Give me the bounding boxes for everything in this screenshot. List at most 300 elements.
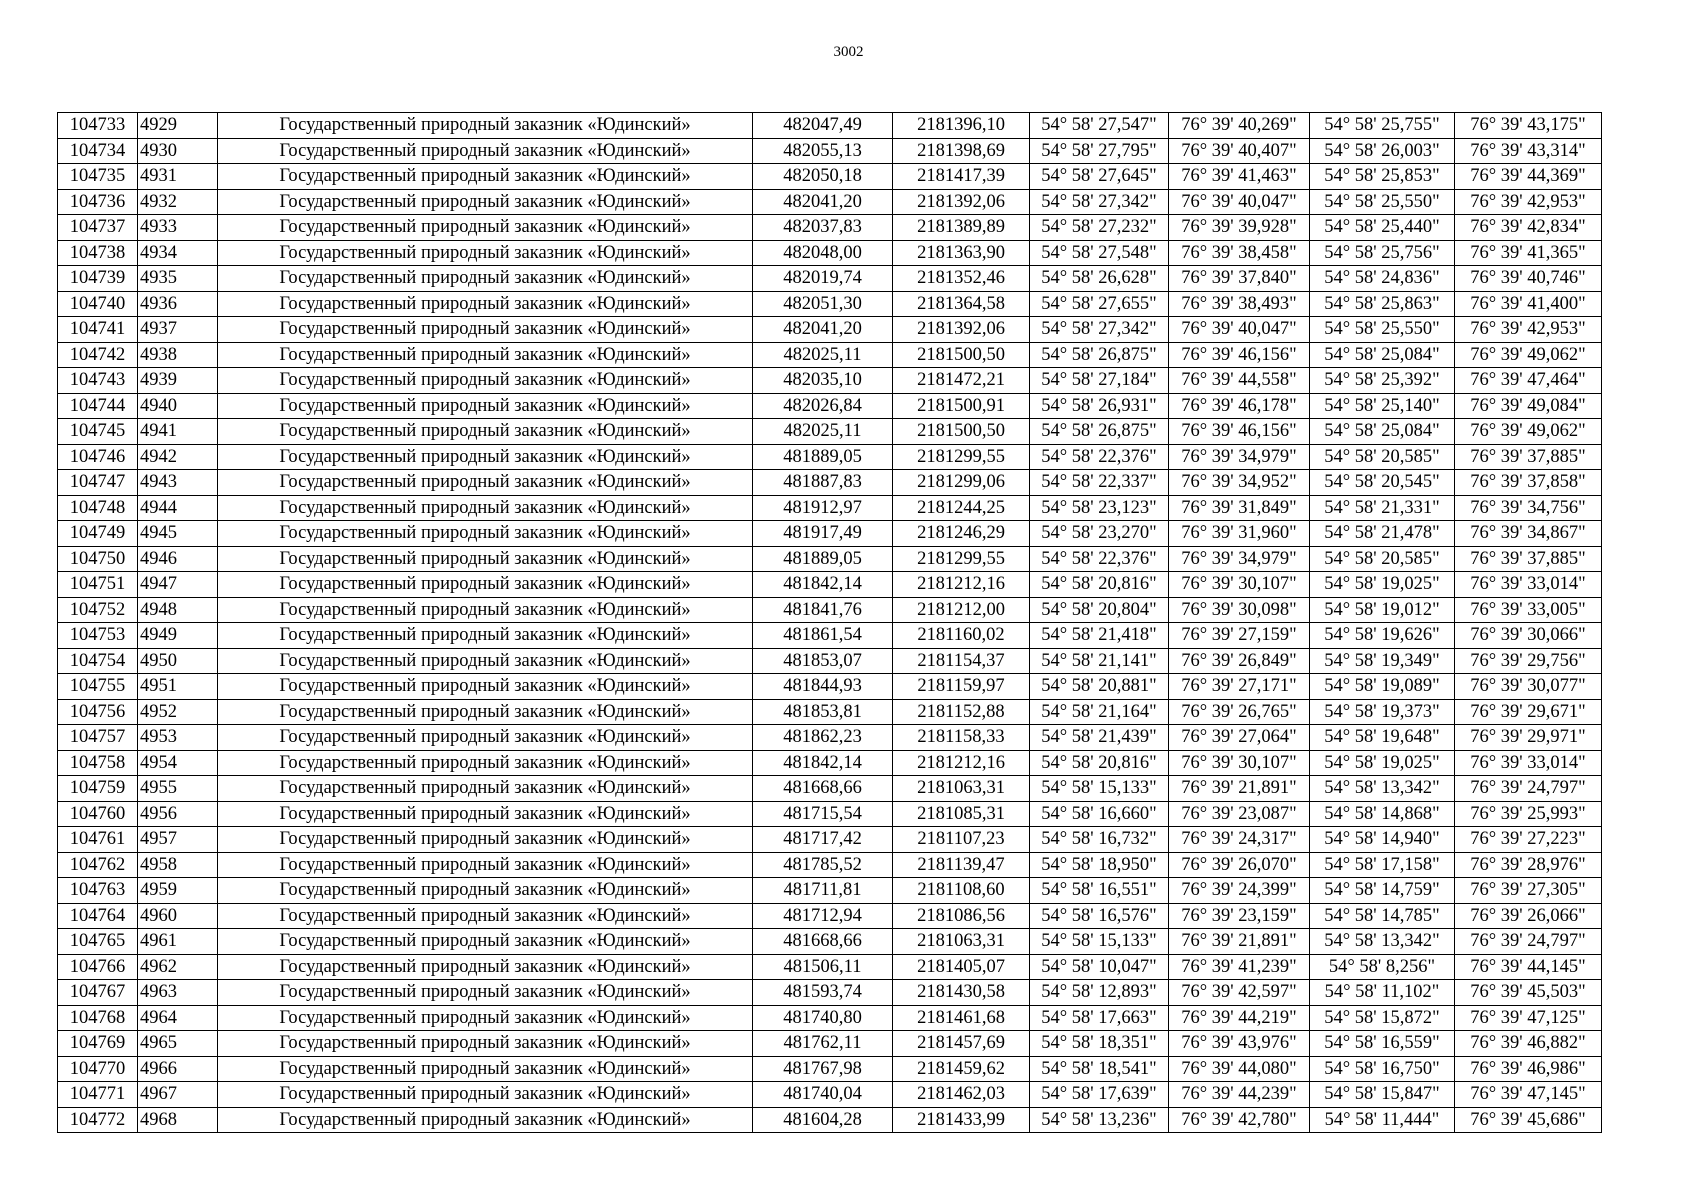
cell-point-number: 4940 <box>138 393 218 419</box>
cell-latitude-1: 54° 58' 12,893" <box>1030 980 1169 1006</box>
cell-row-id: 104749 <box>58 521 138 547</box>
cell-point-number: 4942 <box>138 444 218 470</box>
table-row <box>58 776 1602 802</box>
cell-latitude-2: 54° 58' 19,089" <box>1310 674 1455 700</box>
cell-territory-name: Государственный природный заказник «Юдинский» <box>218 113 753 139</box>
cell-point-number: 4937 <box>138 317 218 343</box>
cell-point-number: 4943 <box>138 470 218 496</box>
table-row <box>58 368 1602 394</box>
cell-row-id: 104752 <box>58 597 138 623</box>
cell-longitude-2: 76° 39' 40,746" <box>1455 266 1602 292</box>
cell-row-id: 104758 <box>58 750 138 776</box>
cell-point-number: 4949 <box>138 623 218 649</box>
cell-latitude-2: 54° 58' 19,373" <box>1310 699 1455 725</box>
cell-row-id: 104739 <box>58 266 138 292</box>
cell-row-id: 104737 <box>58 215 138 241</box>
cell-point-number: 4939 <box>138 368 218 394</box>
cell-point-number: 4930 <box>138 138 218 164</box>
cell-coord-x: 481715,54 <box>753 801 893 827</box>
cell-point-number: 4960 <box>138 903 218 929</box>
cell-latitude-2: 54° 58' 24,836" <box>1310 266 1455 292</box>
cell-territory-name: Государственный природный заказник «Юдинский» <box>218 291 753 317</box>
cell-coord-x: 482041,20 <box>753 189 893 215</box>
cell-territory-name: Государственный природный заказник «Юдинский» <box>218 903 753 929</box>
cell-row-id: 104764 <box>58 903 138 929</box>
cell-row-id: 104761 <box>58 827 138 853</box>
cell-coord-y: 2181107,23 <box>893 827 1030 853</box>
cell-row-id: 104766 <box>58 954 138 980</box>
cell-coord-y: 2181063,31 <box>893 776 1030 802</box>
cell-coord-x: 482050,18 <box>753 164 893 190</box>
cell-row-id: 104746 <box>58 444 138 470</box>
cell-coord-y: 2181352,46 <box>893 266 1030 292</box>
cell-row-id: 104753 <box>58 623 138 649</box>
cell-longitude-1: 76° 39' 26,070" <box>1169 852 1310 878</box>
cell-latitude-2: 54° 58' 25,392" <box>1310 368 1455 394</box>
cell-point-number: 4968 <box>138 1107 218 1133</box>
cell-longitude-2: 76° 39' 47,464" <box>1455 368 1602 394</box>
cell-territory-name: Государственный природный заказник «Юдинский» <box>218 419 753 445</box>
cell-longitude-1: 76° 39' 23,087" <box>1169 801 1310 827</box>
cell-coord-y: 2181299,55 <box>893 546 1030 572</box>
cell-row-id: 104755 <box>58 674 138 700</box>
cell-coord-y: 2181212,16 <box>893 572 1030 598</box>
cell-longitude-2: 76° 39' 33,014" <box>1455 572 1602 598</box>
cell-latitude-1: 54° 58' 18,950" <box>1030 852 1169 878</box>
cell-longitude-1: 76° 39' 38,458" <box>1169 240 1310 266</box>
cell-latitude-2: 54° 58' 25,756" <box>1310 240 1455 266</box>
cell-row-id: 104763 <box>58 878 138 904</box>
cell-latitude-2: 54° 58' 16,750" <box>1310 1056 1455 1082</box>
cell-coord-y: 2181363,90 <box>893 240 1030 266</box>
cell-latitude-1: 54° 58' 21,164" <box>1030 699 1169 725</box>
cell-row-id: 104771 <box>58 1082 138 1108</box>
cell-coord-y: 2181500,91 <box>893 393 1030 419</box>
cell-coord-x: 482026,84 <box>753 393 893 419</box>
cell-coord-x: 481842,14 <box>753 750 893 776</box>
cell-latitude-1: 54° 58' 27,184" <box>1030 368 1169 394</box>
cell-longitude-2: 76° 39' 27,223" <box>1455 827 1602 853</box>
cell-latitude-2: 54° 58' 25,755" <box>1310 113 1455 139</box>
table-row <box>58 1082 1602 1108</box>
cell-territory-name: Государственный природный заказник «Юдинский» <box>218 215 753 241</box>
cell-coord-x: 482047,49 <box>753 113 893 139</box>
cell-longitude-2: 76° 39' 46,986" <box>1455 1056 1602 1082</box>
cell-territory-name: Государственный природный заказник «Юдинский» <box>218 674 753 700</box>
cell-point-number: 4961 <box>138 929 218 955</box>
cell-coord-y: 2181405,07 <box>893 954 1030 980</box>
cell-row-id: 104745 <box>58 419 138 445</box>
cell-latitude-1: 54° 58' 27,232" <box>1030 215 1169 241</box>
table-row <box>58 903 1602 929</box>
table-row <box>58 113 1602 139</box>
cell-latitude-2: 54° 58' 25,084" <box>1310 342 1455 368</box>
cell-latitude-2: 54° 58' 17,158" <box>1310 852 1455 878</box>
cell-territory-name: Государственный природный заказник «Юдинский» <box>218 470 753 496</box>
cell-coord-x: 482041,20 <box>753 317 893 343</box>
cell-row-id: 104769 <box>58 1031 138 1057</box>
cell-longitude-2: 76° 39' 33,014" <box>1455 750 1602 776</box>
cell-coord-x: 481717,42 <box>753 827 893 853</box>
cell-territory-name: Государственный природный заказник «Юдинский» <box>218 776 753 802</box>
table-row <box>58 495 1602 521</box>
cell-latitude-1: 54° 58' 23,123" <box>1030 495 1169 521</box>
cell-latitude-2: 54° 58' 21,478" <box>1310 521 1455 547</box>
cell-row-id: 104738 <box>58 240 138 266</box>
table-row <box>58 750 1602 776</box>
cell-latitude-2: 54° 58' 14,940" <box>1310 827 1455 853</box>
cell-latitude-1: 54° 58' 13,236" <box>1030 1107 1169 1133</box>
cell-longitude-2: 76° 39' 42,953" <box>1455 189 1602 215</box>
cell-point-number: 4944 <box>138 495 218 521</box>
cell-territory-name: Государственный природный заказник «Юдинский» <box>218 189 753 215</box>
cell-latitude-2: 54° 58' 19,025" <box>1310 750 1455 776</box>
cell-longitude-2: 76° 39' 47,145" <box>1455 1082 1602 1108</box>
cell-point-number: 4963 <box>138 980 218 1006</box>
cell-point-number: 4933 <box>138 215 218 241</box>
table-row <box>58 1005 1602 1031</box>
cell-coord-y: 2181212,16 <box>893 750 1030 776</box>
cell-latitude-1: 54° 58' 20,881" <box>1030 674 1169 700</box>
table-row <box>58 240 1602 266</box>
cell-point-number: 4945 <box>138 521 218 547</box>
cell-coord-y: 2181154,37 <box>893 648 1030 674</box>
cell-latitude-1: 54° 58' 27,655" <box>1030 291 1169 317</box>
cell-point-number: 4929 <box>138 113 218 139</box>
cell-coord-y: 2181212,00 <box>893 597 1030 623</box>
cell-latitude-1: 54° 58' 22,376" <box>1030 444 1169 470</box>
table-row <box>58 1056 1602 1082</box>
cell-territory-name: Государственный природный заказник «Юдинский» <box>218 750 753 776</box>
cell-point-number: 4932 <box>138 189 218 215</box>
cell-coord-y: 2181108,60 <box>893 878 1030 904</box>
cell-point-number: 4935 <box>138 266 218 292</box>
cell-latitude-2: 54° 58' 19,025" <box>1310 572 1455 598</box>
cell-longitude-1: 76° 39' 44,219" <box>1169 1005 1310 1031</box>
cell-latitude-1: 54° 58' 26,931" <box>1030 393 1169 419</box>
cell-coord-x: 482048,00 <box>753 240 893 266</box>
cell-row-id: 104743 <box>58 368 138 394</box>
cell-row-id: 104747 <box>58 470 138 496</box>
cell-coord-y: 2181364,58 <box>893 291 1030 317</box>
cell-longitude-2: 76° 39' 26,066" <box>1455 903 1602 929</box>
cell-point-number: 4934 <box>138 240 218 266</box>
cell-longitude-2: 76° 39' 42,953" <box>1455 317 1602 343</box>
cell-territory-name: Государственный природный заказник «Юдинский» <box>218 725 753 751</box>
cell-latitude-2: 54° 58' 15,847" <box>1310 1082 1455 1108</box>
cell-longitude-1: 76° 39' 44,239" <box>1169 1082 1310 1108</box>
cell-coord-x: 481861,54 <box>753 623 893 649</box>
cell-coord-x: 481604,28 <box>753 1107 893 1133</box>
cell-longitude-1: 76° 39' 40,047" <box>1169 317 1310 343</box>
cell-territory-name: Государственный природный заказник «Юдинский» <box>218 521 753 547</box>
cell-point-number: 4954 <box>138 750 218 776</box>
cell-coord-y: 2181392,06 <box>893 317 1030 343</box>
table-row <box>58 623 1602 649</box>
cell-longitude-1: 76° 39' 37,840" <box>1169 266 1310 292</box>
cell-latitude-2: 54° 58' 15,872" <box>1310 1005 1455 1031</box>
cell-latitude-2: 54° 58' 11,444" <box>1310 1107 1455 1133</box>
cell-point-number: 4946 <box>138 546 218 572</box>
cell-row-id: 104772 <box>58 1107 138 1133</box>
cell-territory-name: Государственный природный заказник «Юдинский» <box>218 138 753 164</box>
page-number: 3002 <box>833 44 864 60</box>
table-row <box>58 546 1602 572</box>
cell-latitude-1: 54° 58' 16,732" <box>1030 827 1169 853</box>
cell-latitude-2: 54° 58' 19,648" <box>1310 725 1455 751</box>
cell-latitude-1: 54° 58' 20,804" <box>1030 597 1169 623</box>
cell-coord-y: 2181500,50 <box>893 419 1030 445</box>
cell-coord-x: 481887,83 <box>753 470 893 496</box>
cell-coord-y: 2181389,89 <box>893 215 1030 241</box>
cell-longitude-1: 76° 39' 30,107" <box>1169 750 1310 776</box>
table-row <box>58 827 1602 853</box>
cell-coord-x: 481862,23 <box>753 725 893 751</box>
cell-latitude-1: 54° 58' 21,439" <box>1030 725 1169 751</box>
cell-point-number: 4950 <box>138 648 218 674</box>
cell-territory-name: Государственный природный заказник «Юдинский» <box>218 572 753 598</box>
cell-coord-y: 2181396,10 <box>893 113 1030 139</box>
cell-coord-x: 482025,11 <box>753 342 893 368</box>
cell-coord-x: 481767,98 <box>753 1056 893 1082</box>
cell-coord-y: 2181299,55 <box>893 444 1030 470</box>
table-row <box>58 342 1602 368</box>
cell-latitude-2: 54° 58' 26,003" <box>1310 138 1455 164</box>
cell-latitude-2: 54° 58' 8,256" <box>1310 954 1455 980</box>
cell-point-number: 4941 <box>138 419 218 445</box>
cell-coord-x: 481889,05 <box>753 546 893 572</box>
cell-coord-x: 481841,76 <box>753 597 893 623</box>
cell-latitude-2: 54° 58' 14,759" <box>1310 878 1455 904</box>
cell-territory-name: Государственный природный заказник «Юдинский» <box>218 1005 753 1031</box>
cell-coord-y: 2181246,29 <box>893 521 1030 547</box>
cell-latitude-1: 54° 58' 15,133" <box>1030 929 1169 955</box>
cell-longitude-2: 76° 39' 29,671" <box>1455 699 1602 725</box>
cell-longitude-2: 76° 39' 49,062" <box>1455 419 1602 445</box>
cell-longitude-2: 76° 39' 33,005" <box>1455 597 1602 623</box>
cell-coord-x: 481593,74 <box>753 980 893 1006</box>
cell-coord-y: 2181457,69 <box>893 1031 1030 1057</box>
cell-longitude-2: 76° 39' 43,314" <box>1455 138 1602 164</box>
cell-longitude-1: 76° 39' 42,597" <box>1169 980 1310 1006</box>
cell-territory-name: Государственный природный заказник «Юдинский» <box>218 699 753 725</box>
cell-row-id: 104762 <box>58 852 138 878</box>
cell-latitude-2: 54° 58' 25,140" <box>1310 393 1455 419</box>
cell-coord-x: 482025,11 <box>753 419 893 445</box>
cell-territory-name: Государственный природный заказник «Юдинский» <box>218 1031 753 1057</box>
cell-longitude-1: 76° 39' 31,849" <box>1169 495 1310 521</box>
cell-row-id: 104742 <box>58 342 138 368</box>
cell-coord-y: 2181085,31 <box>893 801 1030 827</box>
cell-latitude-2: 54° 58' 14,785" <box>1310 903 1455 929</box>
cell-longitude-2: 76° 39' 47,125" <box>1455 1005 1602 1031</box>
cell-longitude-1: 76° 39' 23,159" <box>1169 903 1310 929</box>
cell-coord-x: 481853,81 <box>753 699 893 725</box>
cell-latitude-1: 54° 58' 16,551" <box>1030 878 1169 904</box>
cell-longitude-1: 76° 39' 27,159" <box>1169 623 1310 649</box>
cell-coord-y: 2181430,58 <box>893 980 1030 1006</box>
cell-coord-y: 2181152,88 <box>893 699 1030 725</box>
cell-coord-y: 2181459,62 <box>893 1056 1030 1082</box>
cell-latitude-1: 54° 58' 26,875" <box>1030 342 1169 368</box>
cell-longitude-1: 76° 39' 40,047" <box>1169 189 1310 215</box>
cell-longitude-2: 76° 39' 24,797" <box>1455 929 1602 955</box>
cell-coord-y: 2181158,33 <box>893 725 1030 751</box>
table-row <box>58 138 1602 164</box>
cell-latitude-1: 54° 58' 15,133" <box>1030 776 1169 802</box>
cell-point-number: 4955 <box>138 776 218 802</box>
cell-row-id: 104751 <box>58 572 138 598</box>
cell-row-id: 104757 <box>58 725 138 751</box>
cell-latitude-1: 54° 58' 27,342" <box>1030 189 1169 215</box>
cell-latitude-2: 54° 58' 14,868" <box>1310 801 1455 827</box>
table-row <box>58 878 1602 904</box>
cell-row-id: 104770 <box>58 1056 138 1082</box>
cell-latitude-1: 54° 58' 21,418" <box>1030 623 1169 649</box>
cell-longitude-1: 76° 39' 26,765" <box>1169 699 1310 725</box>
cell-row-id: 104760 <box>58 801 138 827</box>
cell-longitude-2: 76° 39' 49,084" <box>1455 393 1602 419</box>
table-row <box>58 852 1602 878</box>
cell-latitude-2: 54° 58' 19,626" <box>1310 623 1455 649</box>
cell-row-id: 104768 <box>58 1005 138 1031</box>
cell-point-number: 4953 <box>138 725 218 751</box>
cell-coord-x: 482051,30 <box>753 291 893 317</box>
cell-longitude-2: 76° 39' 37,885" <box>1455 444 1602 470</box>
cell-row-id: 104748 <box>58 495 138 521</box>
cell-longitude-1: 76° 39' 39,928" <box>1169 215 1310 241</box>
cell-point-number: 4967 <box>138 1082 218 1108</box>
cell-territory-name: Государственный природный заказник «Юдинский» <box>218 317 753 343</box>
cell-longitude-2: 76° 39' 34,867" <box>1455 521 1602 547</box>
cell-territory-name: Государственный природный заказник «Юдинский» <box>218 546 753 572</box>
table-row <box>58 470 1602 496</box>
cell-coord-y: 2181462,03 <box>893 1082 1030 1108</box>
cell-territory-name: Государственный природный заказник «Юдинский» <box>218 266 753 292</box>
cell-row-id: 104750 <box>58 546 138 572</box>
cell-territory-name: Государственный природный заказник «Юдинский» <box>218 444 753 470</box>
cell-longitude-2: 76° 39' 45,686" <box>1455 1107 1602 1133</box>
cell-latitude-1: 54° 58' 27,795" <box>1030 138 1169 164</box>
table-row <box>58 572 1602 598</box>
cell-row-id: 104767 <box>58 980 138 1006</box>
cell-latitude-1: 54° 58' 17,639" <box>1030 1082 1169 1108</box>
cell-latitude-1: 54° 58' 27,548" <box>1030 240 1169 266</box>
cell-row-id: 104736 <box>58 189 138 215</box>
cell-row-id: 104765 <box>58 929 138 955</box>
cell-point-number: 4936 <box>138 291 218 317</box>
cell-territory-name: Государственный природный заказник «Юдинский» <box>218 929 753 955</box>
cell-longitude-2: 76° 39' 43,175" <box>1455 113 1602 139</box>
cell-latitude-2: 54° 58' 25,440" <box>1310 215 1455 241</box>
cell-latitude-2: 54° 58' 25,853" <box>1310 164 1455 190</box>
cell-territory-name: Государственный природный заказник «Юдинский» <box>218 393 753 419</box>
cell-coord-y: 2181139,47 <box>893 852 1030 878</box>
cell-point-number: 4947 <box>138 572 218 598</box>
cell-territory-name: Государственный природный заказник «Юдинский» <box>218 495 753 521</box>
cell-latitude-1: 54° 58' 16,660" <box>1030 801 1169 827</box>
cell-latitude-1: 54° 58' 22,337" <box>1030 470 1169 496</box>
cell-point-number: 4957 <box>138 827 218 853</box>
cell-latitude-2: 54° 58' 13,342" <box>1310 776 1455 802</box>
cell-latitude-2: 54° 58' 25,084" <box>1310 419 1455 445</box>
cell-longitude-1: 76° 39' 46,156" <box>1169 342 1310 368</box>
cell-row-id: 104754 <box>58 648 138 674</box>
cell-longitude-2: 76° 39' 44,145" <box>1455 954 1602 980</box>
cell-longitude-1: 76° 39' 42,780" <box>1169 1107 1310 1133</box>
cell-coord-x: 481853,07 <box>753 648 893 674</box>
table-row <box>58 444 1602 470</box>
cell-longitude-1: 76° 39' 44,558" <box>1169 368 1310 394</box>
cell-longitude-1: 76° 39' 34,952" <box>1169 470 1310 496</box>
cell-longitude-1: 76° 39' 34,979" <box>1169 546 1310 572</box>
cell-latitude-2: 54° 58' 19,349" <box>1310 648 1455 674</box>
cell-coord-x: 481912,97 <box>753 495 893 521</box>
cell-row-id: 104734 <box>58 138 138 164</box>
cell-territory-name: Государственный природный заказник «Юдинский» <box>218 648 753 674</box>
cell-coord-y: 2181299,06 <box>893 470 1030 496</box>
cell-longitude-2: 76° 39' 30,077" <box>1455 674 1602 700</box>
cell-territory-name: Государственный природный заказник «Юдинский» <box>218 368 753 394</box>
cell-territory-name: Государственный природный заказник «Юдинский» <box>218 1056 753 1082</box>
table-row <box>58 954 1602 980</box>
cell-longitude-2: 76° 39' 28,976" <box>1455 852 1602 878</box>
cell-longitude-1: 76° 39' 21,891" <box>1169 776 1310 802</box>
cell-longitude-1: 76° 39' 21,891" <box>1169 929 1310 955</box>
cell-row-id: 104744 <box>58 393 138 419</box>
cell-latitude-1: 54° 58' 17,663" <box>1030 1005 1169 1031</box>
cell-territory-name: Государственный природный заказник «Юдинский» <box>218 623 753 649</box>
cell-longitude-1: 76° 39' 40,407" <box>1169 138 1310 164</box>
cell-longitude-2: 76° 39' 29,971" <box>1455 725 1602 751</box>
cell-longitude-1: 76° 39' 27,064" <box>1169 725 1310 751</box>
cell-longitude-1: 76° 39' 46,178" <box>1169 393 1310 419</box>
cell-territory-name: Государственный природный заказник «Юдинский» <box>218 801 753 827</box>
cell-point-number: 4965 <box>138 1031 218 1057</box>
cell-territory-name: Государственный природный заказник «Юдинский» <box>218 240 753 266</box>
cell-longitude-2: 76° 39' 42,834" <box>1455 215 1602 241</box>
cell-row-id: 104759 <box>58 776 138 802</box>
cell-coord-x: 482035,10 <box>753 368 893 394</box>
cell-longitude-2: 76° 39' 49,062" <box>1455 342 1602 368</box>
table-row <box>58 725 1602 751</box>
cell-territory-name: Государственный природный заказник «Юдинский» <box>218 164 753 190</box>
cell-longitude-1: 76° 39' 26,849" <box>1169 648 1310 674</box>
cell-latitude-1: 54° 58' 18,351" <box>1030 1031 1169 1057</box>
cell-latitude-1: 54° 58' 27,645" <box>1030 164 1169 190</box>
cell-point-number: 4951 <box>138 674 218 700</box>
cell-coord-x: 481762,11 <box>753 1031 893 1057</box>
cell-latitude-1: 54° 58' 10,047" <box>1030 954 1169 980</box>
cell-latitude-1: 54° 58' 26,875" <box>1030 419 1169 445</box>
cell-longitude-1: 76° 39' 24,399" <box>1169 878 1310 904</box>
cell-longitude-2: 76° 39' 45,503" <box>1455 980 1602 1006</box>
cell-territory-name: Государственный природный заказник «Юдинский» <box>218 878 753 904</box>
cell-latitude-2: 54° 58' 25,550" <box>1310 189 1455 215</box>
cell-territory-name: Государственный природный заказник «Юдинский» <box>218 954 753 980</box>
cell-point-number: 4966 <box>138 1056 218 1082</box>
cell-longitude-2: 76° 39' 25,993" <box>1455 801 1602 827</box>
cell-coord-x: 481506,11 <box>753 954 893 980</box>
table-row <box>58 597 1602 623</box>
cell-coord-x: 481844,93 <box>753 674 893 700</box>
cell-latitude-1: 54° 58' 20,816" <box>1030 572 1169 598</box>
cell-longitude-1: 76° 39' 27,171" <box>1169 674 1310 700</box>
cell-coord-y: 2181244,25 <box>893 495 1030 521</box>
cell-coord-x: 481740,80 <box>753 1005 893 1031</box>
cell-row-id: 104740 <box>58 291 138 317</box>
cell-coord-y: 2181398,69 <box>893 138 1030 164</box>
